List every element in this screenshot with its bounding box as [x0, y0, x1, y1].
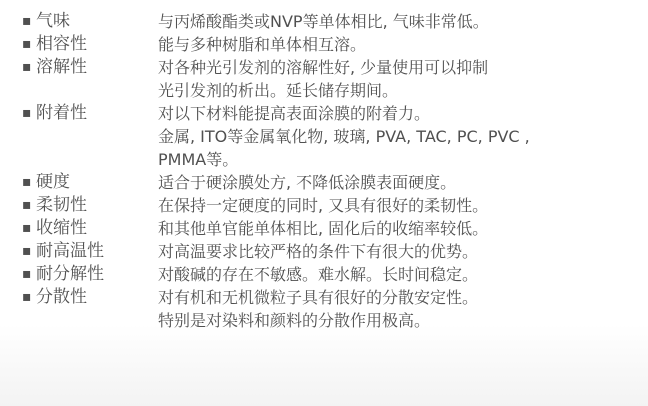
list-item-hardness	[22, 171, 642, 194]
bullet-icon: ▪	[22, 105, 32, 121]
property-term: 柔韧性	[36, 195, 87, 215]
property-description	[158, 171, 642, 194]
description-line: 特别是对染料和颜料的分散作用极高。	[158, 311, 431, 330]
list-item-compatibility	[22, 33, 642, 56]
description-line: 对酸碱的存在不敏感。难水解。长时间稳定。	[158, 265, 479, 284]
bullet-icon: ▪	[22, 59, 32, 75]
property-description	[158, 240, 642, 263]
bullet-icon: ▪	[22, 266, 32, 282]
property-description	[158, 56, 642, 102]
property-description	[158, 194, 642, 217]
description-line: 和其他单官能单体相比, 固化后的收缩率较低。	[158, 219, 489, 238]
property-term: 气味	[36, 11, 70, 31]
description-line: 金属, ITO等金属氧化物, 玻璃, PVA, TAC, PC, PVC ,	[158, 127, 530, 146]
property-term: 分散性	[36, 287, 87, 307]
list-item-dispersibility	[22, 286, 642, 332]
bullet-icon: ▪	[22, 220, 32, 236]
property-term: 相容性	[36, 34, 87, 54]
property-description	[158, 10, 642, 33]
property-term: 耐高温性	[36, 241, 104, 261]
bullet-icon: ▪	[22, 174, 32, 190]
description-line: 对有机和无机微粒子具有很好的分散安定性。	[158, 288, 479, 307]
property-description	[158, 217, 642, 240]
description-line: 对高温要求比较严格的条件下有很大的优势。	[158, 242, 479, 261]
bullet-icon: ▪	[22, 289, 32, 305]
property-description	[158, 263, 642, 286]
property-term: 硬度	[36, 172, 70, 192]
description-line: PMMA等。	[158, 150, 239, 169]
description-line: 与丙烯酸酯类或NVP等单体相比, 气味非常低。	[158, 12, 489, 31]
description-line: 光引发剂的析出。延长储存期间。	[158, 81, 399, 100]
property-description	[158, 33, 642, 56]
bullet-icon: ▪	[22, 13, 32, 29]
description-line: 在保持一定硬度的同时, 又具有很好的柔韧性。	[158, 196, 489, 215]
list-item-odor	[22, 10, 642, 33]
property-description	[158, 286, 642, 332]
list-item-solubility	[22, 56, 642, 102]
property-term: 收缩性	[36, 218, 87, 238]
description-line: 适合于硬涂膜处方, 不降低涂膜表面硬度。	[158, 173, 457, 192]
list-item-decomposition-resistance	[22, 263, 642, 286]
property-term: 耐分解性	[36, 264, 104, 284]
description-line: 能与多种树脂和单体相互溶。	[158, 35, 367, 54]
property-term: 附着性	[36, 103, 87, 123]
property-list	[22, 10, 642, 332]
list-item-flexibility	[22, 194, 642, 217]
property-description	[158, 102, 642, 171]
list-item-adhesion	[22, 102, 642, 171]
bullet-icon: ▪	[22, 197, 32, 213]
bullet-icon: ▪	[22, 36, 32, 52]
property-term: 溶解性	[36, 57, 87, 77]
list-item-heat-resistance	[22, 240, 642, 263]
description-line: 对以下材料能提高表面涂膜的附着力。	[158, 104, 431, 123]
bullet-icon: ▪	[22, 243, 32, 259]
list-item-shrinkage	[22, 217, 642, 240]
description-line: 对各种光引发剂的溶解性好, 少量使用可以抑制	[158, 58, 489, 77]
